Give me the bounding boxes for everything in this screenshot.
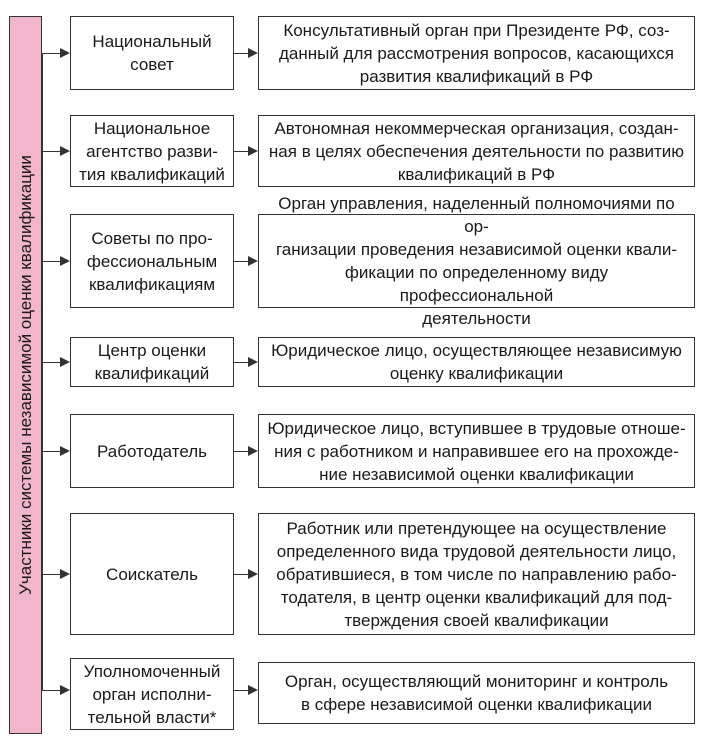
arrow-to-name-3 (42, 261, 68, 262)
participant-description-box (258, 337, 695, 387)
participant-name-line: Центр оценки (97, 341, 207, 360)
arrow-to-desc-1 (234, 53, 256, 54)
description-line: Автономная некоммерческая организация, создан- (274, 118, 679, 138)
participant-description-box (258, 513, 695, 635)
description-line: фикации по определенному виду профессиональной (344, 263, 609, 305)
arrow-to-desc-4 (234, 362, 256, 363)
description-line: Консультативный орган при Президенте РФ, соз- (283, 20, 670, 40)
participant-name-box (70, 414, 234, 488)
arrow-to-name-5 (42, 451, 68, 452)
description-line: тверждения своей квалификации (344, 610, 609, 630)
arrow-to-name-1 (42, 53, 68, 54)
participant-name-line: тия квалификаций (79, 164, 225, 184)
arrow-to-desc-3 (234, 261, 256, 262)
participant-description-box (258, 194, 695, 328)
arrow-to-desc-6 (234, 574, 256, 575)
description-line: тодателя, в центр оценки квалификаций для под- (280, 587, 673, 607)
description-line: оценку квалификации (389, 364, 564, 383)
arrow-to-desc-5 (234, 451, 256, 452)
description-line: ная в целях обеспечения деятельности по развитию (268, 141, 685, 161)
arrow-to-name-6 (42, 574, 68, 575)
participant-name-line: орган исполни- (92, 684, 212, 704)
arrow-to-name-7 (42, 690, 68, 691)
side-panel-label: Участники системы независимой оценки квалификации (15, 155, 35, 595)
participant-name-line: тельной власти* (87, 707, 217, 727)
participant-name-box (70, 214, 234, 308)
participant-name-box (70, 658, 234, 730)
participant-name-line: Работодатель (97, 441, 207, 461)
description-line: Орган управления, наделенный полномочиями по ор- (278, 194, 675, 236)
description-line: квалификаций в РФ (397, 164, 556, 184)
arrow-to-name-2 (42, 151, 68, 152)
description-line: ганизации проведения независимой оценки квали- (275, 240, 677, 259)
description-line: деятельности (422, 309, 531, 328)
participant-name-box (70, 115, 234, 187)
participant-name-box (70, 16, 234, 90)
description-line: ние независимой оценки квалификации (319, 464, 634, 484)
participant-name-line: совет (130, 55, 174, 74)
participant-name-line: агентство разви- (86, 141, 218, 161)
description-line: определенного вида трудовой деятельности лицо, (276, 541, 677, 561)
description-line: Орган, осуществляющий мониторинг и контроль (284, 672, 669, 691)
participant-name-box (70, 513, 234, 635)
arrow-to-desc-2 (234, 151, 256, 152)
participant-name-line: фессиональным (86, 251, 218, 271)
participant-description-box (258, 115, 695, 187)
description-line: развития квалификаций в РФ (359, 66, 594, 86)
participant-description-box (258, 16, 695, 90)
participant-name-box (70, 337, 234, 387)
description-line: Работник или претендующее на осуществление (286, 518, 667, 538)
description-line: данный для рассмотрения вопросов, касающихся (278, 43, 675, 63)
participant-name-line: квалификаций (94, 364, 210, 383)
description-line: Юридическое лицо, вступившее в трудовые отноше- (267, 418, 686, 438)
description-line: обратившиеся, в том числе по направлению рабо- (276, 564, 677, 584)
connector-vertical-line (42, 53, 43, 690)
participant-name-line: Соискатель (106, 564, 198, 584)
participants-side-panel (9, 16, 42, 734)
participant-name-line: Уполномоченный (83, 661, 221, 681)
participant-description-box (258, 662, 695, 724)
arrow-to-desc-7 (234, 690, 256, 691)
description-line: ния с работником и направившее его на прохожде- (274, 441, 679, 461)
description-line: Юридическое лицо, осуществляющее независимую (271, 341, 682, 360)
arrow-to-name-4 (42, 362, 68, 363)
participant-name-line: квалификациям (88, 274, 216, 294)
participant-name-line: Национальный (92, 32, 212, 51)
participant-name-line: Советы по про- (91, 228, 213, 248)
description-line: в сфере независимой оценки квалификации (300, 695, 653, 714)
participant-name-line: Национальное (93, 118, 211, 138)
participant-description-box (258, 414, 695, 488)
